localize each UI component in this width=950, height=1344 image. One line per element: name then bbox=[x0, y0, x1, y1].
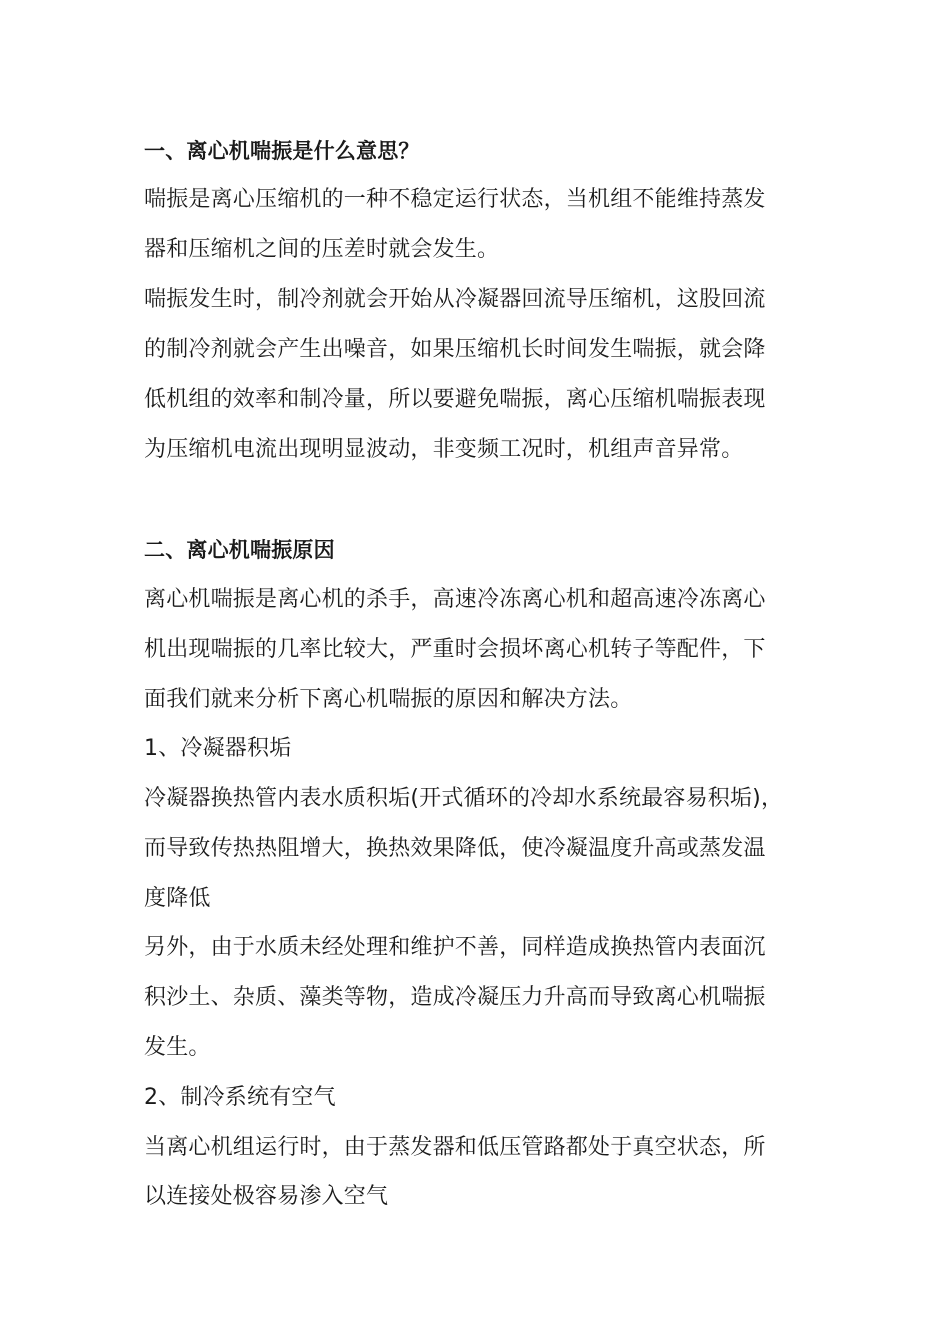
item-1-para-1-line-3: 度降低 bbox=[144, 886, 211, 911]
item-1-para-1-line-1: 冷凝器换热管内表水质积垢(开式循环的冷却水系统最容易积垢)， bbox=[144, 786, 784, 811]
section-1-heading: 一、离心机喘振是什么意思？ bbox=[144, 139, 420, 163]
item-1-para-1-line-2: 而导致传热热阻增大，换热效果降低，使冷凝温度升高或蒸发温 bbox=[144, 836, 766, 861]
section-1-para-1-line-1: 喘振是离心压缩机的一种不稳定运行状态，当机组不能维持蒸发 bbox=[144, 187, 766, 212]
item-2-para-1-line-1: 当离心机组运行时，由于蒸发器和低压管路都处于真空状态，所 bbox=[144, 1135, 766, 1160]
item-1-para-2-line-3: 发生。 bbox=[144, 1035, 211, 1060]
section-2-intro-line-1: 离心机喘振是离心机的杀手，高速冷冻离心机和超高速冷冻离心 bbox=[144, 587, 766, 612]
item-1-para-2-line-2: 积沙土、杂质、藻类等物，造成冷凝压力升高而导致离心机喘振 bbox=[144, 985, 766, 1010]
section-1-para-2-line-4: 为压缩机电流出现明显波动，非变频工况时，机组声音异常。 bbox=[144, 437, 744, 462]
section-2-intro-line-3: 面我们就来分析下离心机喘振的原因和解决方法。 bbox=[144, 687, 633, 712]
item-2-title: 2、制冷系统有空气 bbox=[144, 1085, 336, 1110]
section-1-para-2-line-3: 低机组的效率和制冷量，所以要避免喘振，离心压缩机喘振表现 bbox=[144, 387, 766, 412]
section-2-heading: 二、离心机喘振原因 bbox=[144, 538, 335, 562]
section-1-para-1-line-2: 器和压缩机之间的压差时就会发生。 bbox=[144, 237, 500, 262]
item-2-para-1-line-2: 以连接处极容易渗入空气 bbox=[144, 1184, 389, 1209]
item-1-title: 1、冷凝器积垢 bbox=[144, 736, 292, 761]
section-2-intro-line-2: 机出现喘振的几率比较大，严重时会损坏离心机转子等配件，下 bbox=[144, 637, 766, 662]
section-1-para-2-line-1: 喘振发生时，制冷剂就会开始从冷凝器回流导压缩机，这股回流 bbox=[144, 287, 766, 312]
section-1-para-2-line-2: 的制冷剂就会产生出噪音，如果压缩机长时间发生喘振，就会降 bbox=[144, 337, 766, 362]
item-1-para-2-line-1: 另外，由于水质未经处理和维护不善，同样造成换热管内表面沉 bbox=[144, 935, 766, 960]
